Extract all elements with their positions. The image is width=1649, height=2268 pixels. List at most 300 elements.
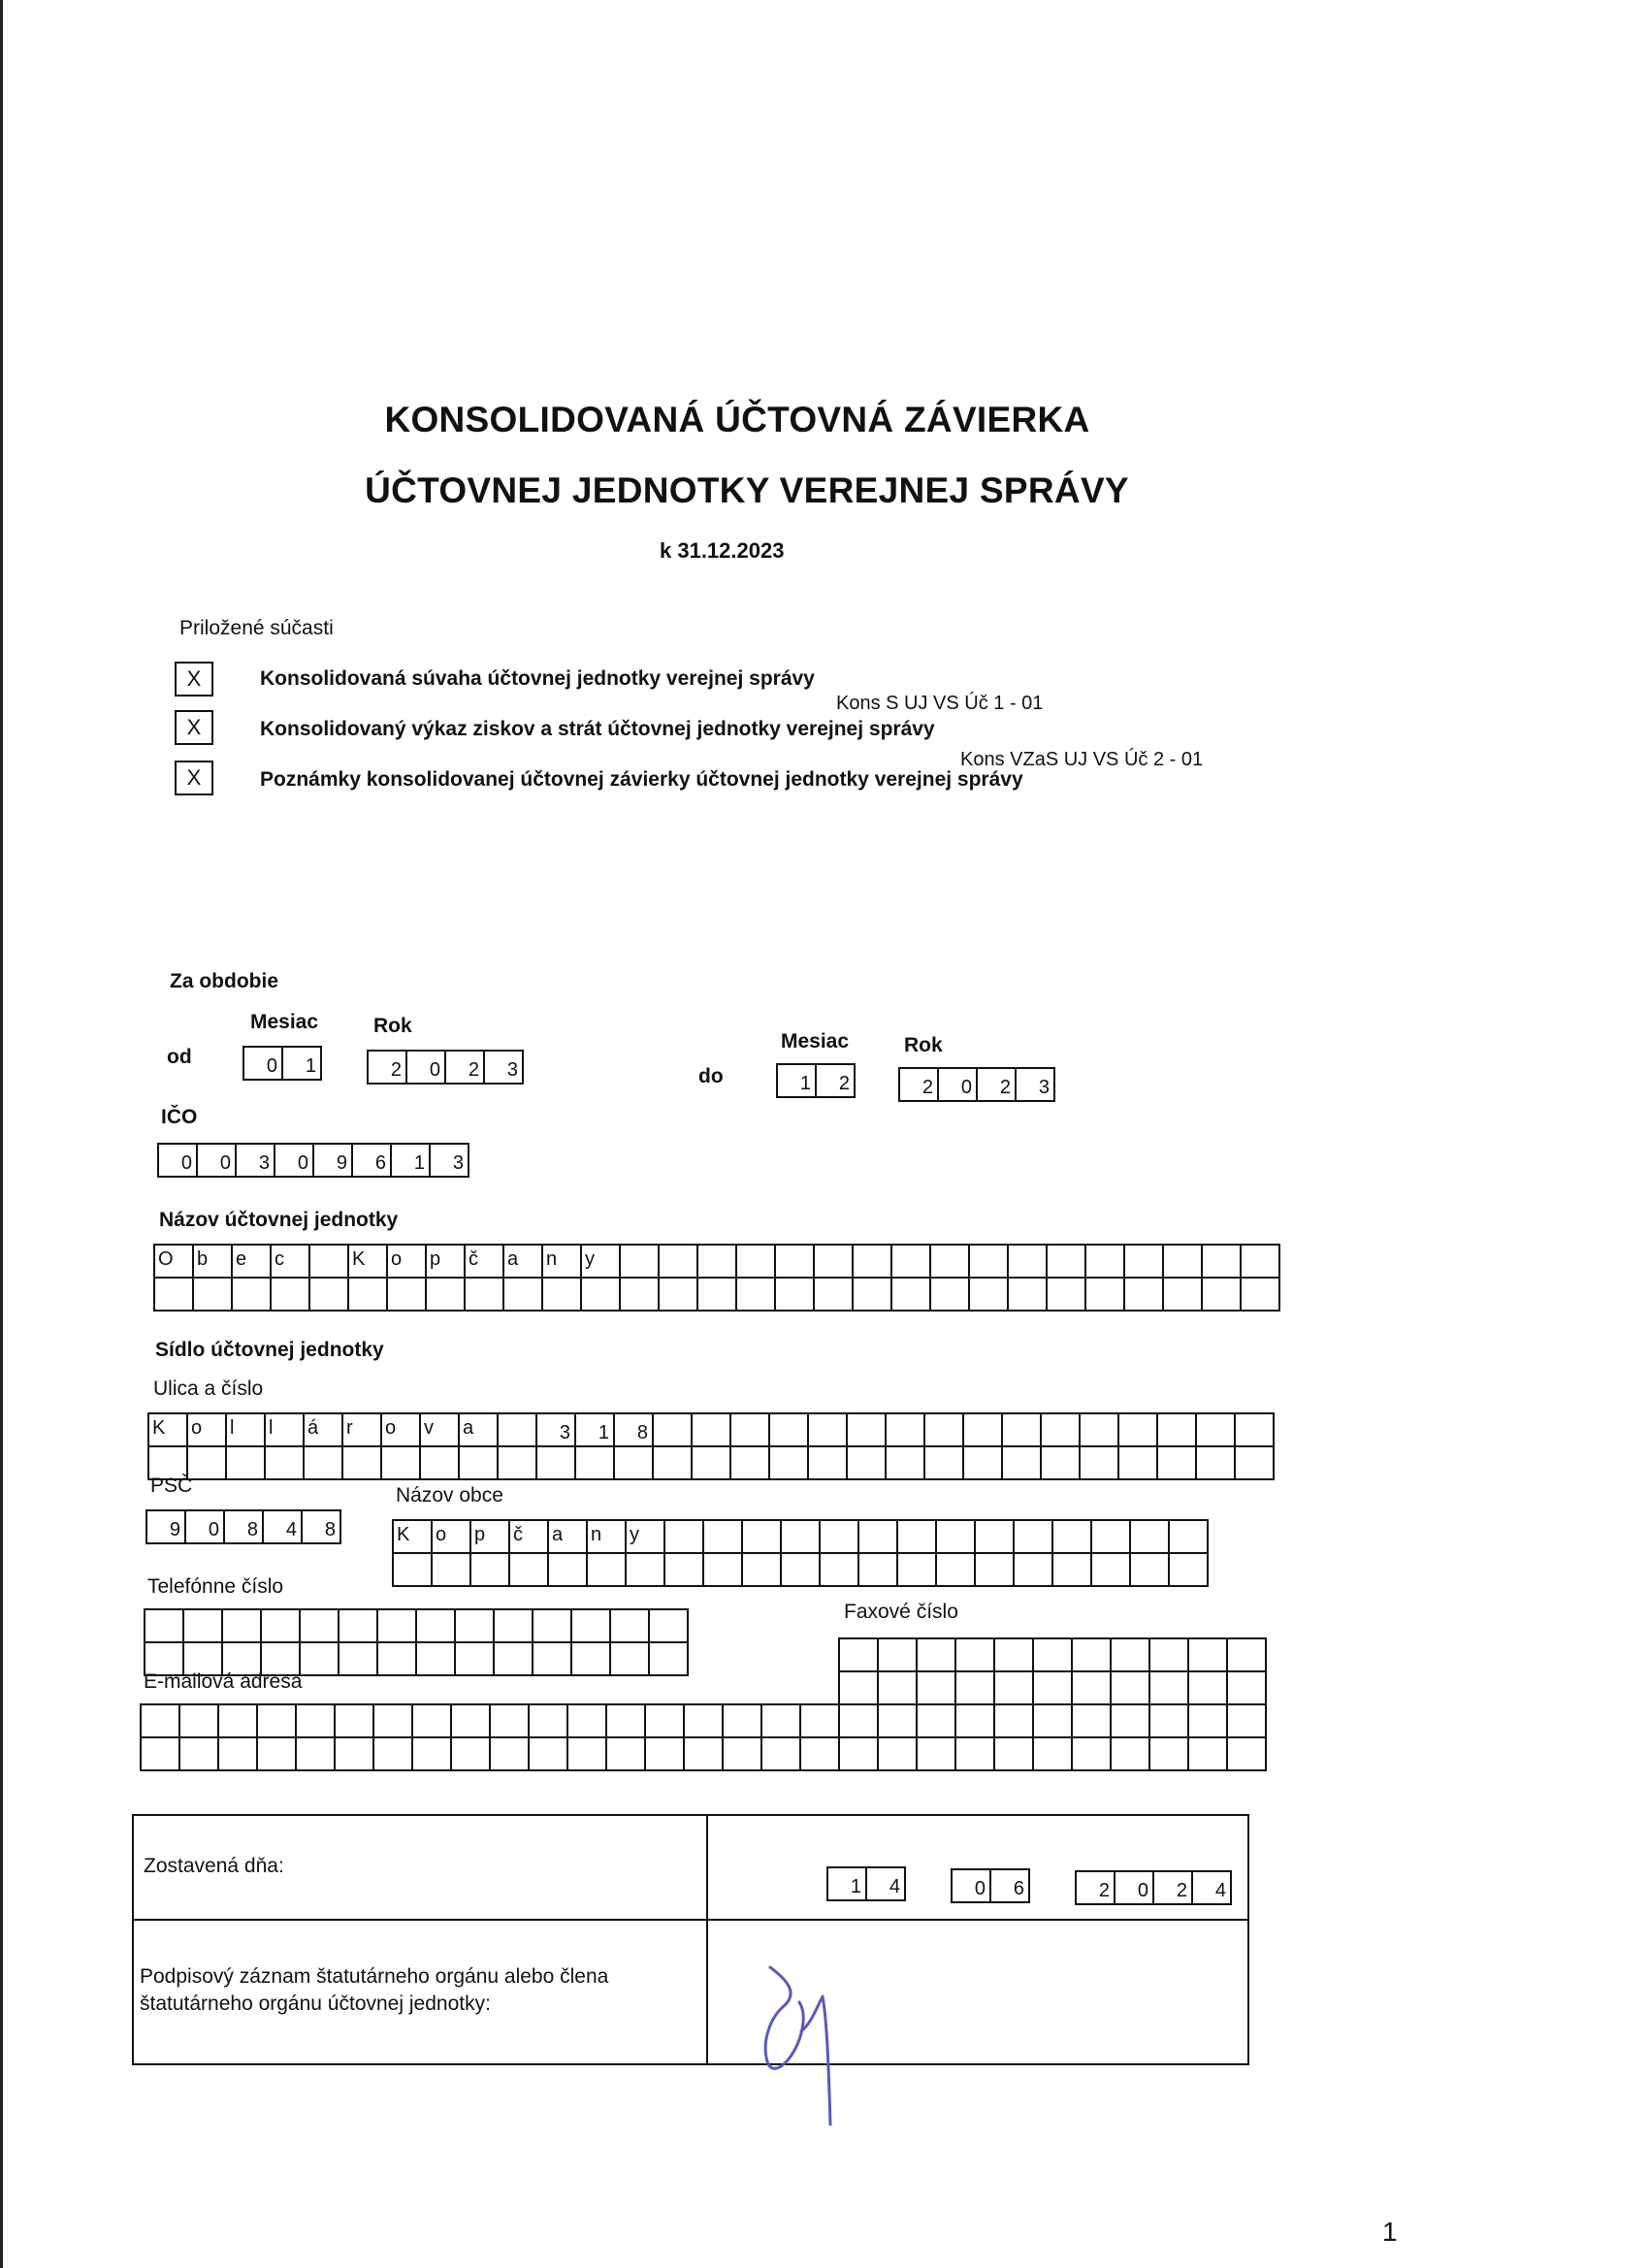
char-box[interactable] (885, 1445, 925, 1480)
char-box[interactable] (807, 1445, 848, 1480)
char-box[interactable]: y (625, 1519, 665, 1554)
digit-box[interactable] (993, 1637, 1034, 1672)
char-box[interactable] (1240, 1277, 1280, 1312)
digit-box[interactable]: 0 (1114, 1870, 1154, 1905)
street-row-1[interactable] (147, 1412, 1275, 1447)
digit-box[interactable]: 0 (937, 1067, 978, 1102)
digit-box[interactable]: 8 (223, 1509, 264, 1544)
digit-box[interactable] (1110, 1637, 1150, 1672)
char-box[interactable] (683, 1736, 724, 1771)
char-box[interactable]: y (580, 1244, 621, 1279)
char-box[interactable] (722, 1736, 762, 1771)
char-box[interactable] (566, 1703, 607, 1738)
digit-box[interactable] (454, 1608, 495, 1643)
digit-box[interactable] (877, 1670, 918, 1705)
digit-box[interactable] (493, 1608, 534, 1643)
char-box[interactable] (450, 1736, 491, 1771)
digit-box[interactable] (299, 1608, 340, 1643)
char-box[interactable] (799, 1736, 840, 1771)
char-box[interactable]: a (547, 1519, 588, 1554)
digit-box[interactable] (493, 1641, 534, 1676)
char-box[interactable] (729, 1412, 770, 1447)
prepared-day-boxes[interactable] (826, 1866, 906, 1901)
digit-box[interactable] (1226, 1637, 1267, 1672)
char-box[interactable] (1084, 1277, 1125, 1312)
digit-box[interactable] (1071, 1670, 1112, 1705)
char-box[interactable] (419, 1445, 460, 1480)
digit-box[interactable]: 2 (367, 1050, 407, 1085)
char-box[interactable] (962, 1412, 1003, 1447)
char-box[interactable] (341, 1445, 382, 1480)
char-box[interactable] (1117, 1445, 1158, 1480)
digit-box[interactable] (1110, 1670, 1150, 1705)
char-box[interactable] (768, 1412, 809, 1447)
digit-box[interactable]: 4 (1191, 1870, 1232, 1905)
char-box[interactable] (774, 1244, 815, 1279)
digit-box[interactable]: 3 (429, 1143, 469, 1178)
char-box[interactable]: č (464, 1244, 504, 1279)
char-box[interactable]: p (469, 1519, 510, 1554)
char-box[interactable]: b (192, 1244, 233, 1279)
char-box[interactable] (702, 1552, 743, 1587)
char-box[interactable] (1051, 1552, 1092, 1587)
char-box[interactable] (528, 1736, 568, 1771)
char-box[interactable] (431, 1552, 471, 1587)
char-box[interactable] (652, 1412, 693, 1447)
char-box[interactable] (1110, 1703, 1150, 1738)
digit-box[interactable] (415, 1608, 456, 1643)
digit-box[interactable] (609, 1608, 650, 1643)
char-box[interactable] (489, 1703, 530, 1738)
char-box[interactable] (741, 1552, 782, 1587)
char-box[interactable] (838, 1703, 879, 1738)
char-box[interactable] (885, 1412, 925, 1447)
char-box[interactable] (1040, 1445, 1081, 1480)
char-box[interactable] (1234, 1412, 1275, 1447)
char-box[interactable] (1051, 1519, 1092, 1554)
char-box[interactable] (644, 1703, 685, 1738)
digit-box[interactable] (1032, 1670, 1073, 1705)
digit-box[interactable] (570, 1641, 611, 1676)
to-year-boxes[interactable] (898, 1067, 1055, 1102)
char-box[interactable]: v (419, 1412, 460, 1447)
char-box[interactable] (605, 1703, 646, 1738)
char-box[interactable] (1187, 1736, 1228, 1771)
char-box[interactable] (916, 1703, 956, 1738)
char-box[interactable] (962, 1445, 1003, 1480)
digit-box[interactable] (1226, 1670, 1267, 1705)
digit-box[interactable]: 3 (235, 1143, 275, 1178)
char-box[interactable] (1046, 1244, 1086, 1279)
digit-box[interactable] (1071, 1637, 1112, 1672)
digit-box[interactable] (144, 1608, 184, 1643)
char-box[interactable] (1110, 1736, 1150, 1771)
digit-box[interactable] (260, 1608, 301, 1643)
attachment-checkbox-3[interactable]: X (175, 761, 213, 795)
char-box[interactable] (807, 1412, 848, 1447)
char-box[interactable] (256, 1703, 297, 1738)
char-box[interactable] (1079, 1445, 1119, 1480)
char-box[interactable] (890, 1277, 931, 1312)
email-row-2[interactable] (140, 1736, 1267, 1771)
char-box[interactable] (450, 1703, 491, 1738)
digit-box[interactable] (954, 1637, 995, 1672)
char-box[interactable] (580, 1277, 621, 1312)
char-box[interactable] (502, 1277, 543, 1312)
char-box[interactable]: č (508, 1519, 549, 1554)
digit-box[interactable]: 6 (351, 1143, 392, 1178)
char-box[interactable] (954, 1703, 995, 1738)
char-box[interactable] (1013, 1519, 1053, 1554)
char-box[interactable] (658, 1277, 698, 1312)
char-box[interactable] (968, 1244, 1009, 1279)
char-box[interactable] (929, 1277, 970, 1312)
char-box[interactable]: e (231, 1244, 272, 1279)
char-box[interactable] (153, 1277, 194, 1312)
entity-name-row-1[interactable] (153, 1244, 1280, 1279)
digit-box[interactable] (338, 1608, 378, 1643)
char-box[interactable] (605, 1736, 646, 1771)
char-box[interactable] (846, 1445, 887, 1480)
char-box[interactable] (619, 1244, 660, 1279)
char-box[interactable] (1032, 1736, 1073, 1771)
char-box[interactable] (877, 1703, 918, 1738)
digit-box[interactable] (338, 1641, 378, 1676)
digit-box[interactable] (299, 1641, 340, 1676)
char-box[interactable] (1001, 1445, 1042, 1480)
char-box[interactable] (768, 1445, 809, 1480)
char-box[interactable] (1187, 1703, 1228, 1738)
ico-boxes[interactable] (157, 1143, 469, 1178)
char-box[interactable] (1148, 1736, 1189, 1771)
char-box[interactable] (935, 1519, 976, 1554)
char-box[interactable] (178, 1736, 219, 1771)
char-box[interactable]: l (225, 1412, 266, 1447)
char-box[interactable] (954, 1736, 995, 1771)
char-box[interactable]: o (380, 1412, 421, 1447)
char-box[interactable] (729, 1445, 770, 1480)
char-box[interactable] (857, 1552, 898, 1587)
char-box[interactable] (380, 1445, 421, 1480)
char-box[interactable]: p (425, 1244, 466, 1279)
to-month-boxes[interactable] (776, 1063, 856, 1098)
psc-boxes[interactable] (146, 1509, 341, 1544)
char-box[interactable] (528, 1703, 568, 1738)
char-box[interactable] (334, 1703, 374, 1738)
char-box[interactable] (1168, 1519, 1209, 1554)
digit-box[interactable] (1148, 1670, 1189, 1705)
digit-box[interactable]: 1 (281, 1046, 322, 1081)
digit-box[interactable]: 2 (898, 1067, 939, 1102)
char-box[interactable] (819, 1519, 859, 1554)
char-box[interactable] (923, 1412, 964, 1447)
digit-box[interactable]: 2 (444, 1050, 485, 1085)
char-box[interactable] (295, 1736, 336, 1771)
digit-box[interactable] (1187, 1670, 1228, 1705)
digit-box[interactable] (570, 1608, 611, 1643)
char-box[interactable] (308, 1277, 349, 1312)
char-box[interactable] (1162, 1277, 1203, 1312)
char-box[interactable] (852, 1244, 892, 1279)
digit-box[interactable] (609, 1641, 650, 1676)
char-box[interactable] (1226, 1736, 1267, 1771)
char-box[interactable] (644, 1736, 685, 1771)
char-box[interactable] (663, 1519, 704, 1554)
char-box[interactable]: l (264, 1412, 305, 1447)
digit-box[interactable]: 0 (274, 1143, 314, 1178)
digit-box[interactable] (954, 1670, 995, 1705)
char-box[interactable] (489, 1736, 530, 1771)
digit-box[interactable] (916, 1670, 956, 1705)
char-box[interactable] (231, 1277, 272, 1312)
char-box[interactable] (1117, 1412, 1158, 1447)
char-box[interactable] (464, 1277, 504, 1312)
char-box[interactable] (574, 1445, 615, 1480)
fax-boxes[interactable] (838, 1637, 1267, 1672)
char-box[interactable] (896, 1519, 937, 1554)
char-box[interactable] (993, 1703, 1034, 1738)
char-box[interactable] (1123, 1244, 1164, 1279)
digit-box[interactable]: 0 (405, 1050, 446, 1085)
char-box[interactable] (1032, 1703, 1073, 1738)
char-box[interactable] (1071, 1736, 1112, 1771)
digit-box[interactable] (532, 1641, 572, 1676)
char-box[interactable]: o (186, 1412, 227, 1447)
char-box[interactable]: n (586, 1519, 627, 1554)
char-box[interactable] (178, 1703, 219, 1738)
char-box[interactable] (1040, 1412, 1081, 1447)
char-box[interactable] (696, 1277, 737, 1312)
char-box[interactable] (813, 1277, 854, 1312)
char-box[interactable] (372, 1736, 413, 1771)
char-box[interactable] (425, 1277, 466, 1312)
char-box[interactable] (1168, 1552, 1209, 1587)
char-box[interactable] (1162, 1244, 1203, 1279)
char-box[interactable] (1090, 1519, 1131, 1554)
char-box[interactable]: a (502, 1244, 543, 1279)
char-box[interactable] (1013, 1552, 1053, 1587)
char-box[interactable]: á (303, 1412, 343, 1447)
digit-box[interactable]: 9 (146, 1509, 186, 1544)
char-box[interactable] (264, 1445, 305, 1480)
digit-box[interactable]: 3 (1015, 1067, 1055, 1102)
char-box[interactable] (1001, 1412, 1042, 1447)
char-box[interactable] (890, 1244, 931, 1279)
char-box[interactable] (392, 1552, 433, 1587)
attachment-checkbox-1[interactable]: X (175, 662, 213, 697)
char-box[interactable] (225, 1445, 266, 1480)
digit-box[interactable] (454, 1641, 495, 1676)
char-box[interactable] (192, 1277, 233, 1312)
char-box[interactable] (741, 1519, 782, 1554)
char-box[interactable] (217, 1736, 258, 1771)
char-box[interactable] (334, 1736, 374, 1771)
char-box[interactable]: K (147, 1412, 188, 1447)
char-box[interactable]: O (153, 1244, 194, 1279)
from-month-boxes[interactable] (242, 1046, 322, 1081)
char-box[interactable] (923, 1445, 964, 1480)
char-box[interactable] (256, 1736, 297, 1771)
char-box[interactable] (663, 1552, 704, 1587)
entity-name-row-2[interactable] (153, 1277, 1280, 1312)
street-row-2[interactable] (147, 1445, 1275, 1480)
digit-box[interactable] (415, 1641, 456, 1676)
digit-box[interactable] (877, 1637, 918, 1672)
digit-box[interactable] (1148, 1637, 1189, 1672)
char-box[interactable]: o (431, 1519, 471, 1554)
digit-box[interactable] (838, 1670, 879, 1705)
char-box[interactable] (852, 1277, 892, 1312)
char-box[interactable] (691, 1445, 731, 1480)
char-box[interactable] (1123, 1277, 1164, 1312)
char-box[interactable] (1234, 1445, 1275, 1480)
digit-box[interactable]: 4 (865, 1866, 906, 1901)
char-box[interactable] (411, 1736, 452, 1771)
digit-box[interactable]: 0 (951, 1868, 991, 1903)
char-box[interactable] (1195, 1445, 1236, 1480)
char-box[interactable] (702, 1519, 743, 1554)
char-box[interactable] (541, 1277, 582, 1312)
char-box[interactable] (411, 1703, 452, 1738)
digit-box[interactable] (376, 1641, 417, 1676)
prepared-month-boxes[interactable] (951, 1868, 1030, 1903)
char-box[interactable] (993, 1736, 1034, 1771)
char-box[interactable] (1201, 1277, 1242, 1312)
char-box[interactable] (780, 1519, 821, 1554)
digit-box[interactable] (221, 1608, 262, 1643)
char-box[interactable] (857, 1519, 898, 1554)
char-box[interactable] (935, 1552, 976, 1587)
char-box[interactable] (497, 1412, 537, 1447)
digit-box[interactable] (648, 1641, 689, 1676)
char-box[interactable] (877, 1736, 918, 1771)
char-box[interactable]: K (347, 1244, 388, 1279)
char-box[interactable] (295, 1703, 336, 1738)
char-box[interactable] (735, 1244, 776, 1279)
char-box[interactable] (347, 1277, 388, 1312)
char-box[interactable] (722, 1703, 762, 1738)
digit-box[interactable] (376, 1608, 417, 1643)
char-box[interactable] (497, 1445, 537, 1480)
char-box[interactable] (774, 1277, 815, 1312)
email-row-1[interactable] (140, 1703, 1267, 1738)
char-box[interactable] (386, 1277, 427, 1312)
char-box[interactable] (1201, 1244, 1242, 1279)
char-box[interactable] (691, 1412, 731, 1447)
town-row-2[interactable] (392, 1552, 1209, 1587)
char-box[interactable] (916, 1736, 956, 1771)
char-box[interactable]: 8 (613, 1412, 654, 1447)
char-box[interactable] (458, 1445, 499, 1480)
digit-box[interactable] (182, 1608, 223, 1643)
digit-box[interactable] (1032, 1637, 1073, 1672)
digit-box[interactable]: 1 (776, 1063, 817, 1098)
digit-box[interactable] (916, 1637, 956, 1672)
char-box[interactable]: o (386, 1244, 427, 1279)
char-box[interactable] (974, 1519, 1015, 1554)
char-box[interactable] (217, 1703, 258, 1738)
char-box[interactable] (1007, 1277, 1048, 1312)
digit-box[interactable]: 4 (262, 1509, 303, 1544)
char-box[interactable] (1046, 1277, 1086, 1312)
prepared-year-boxes[interactable] (1075, 1870, 1232, 1905)
fax-boxes-row-2[interactable] (838, 1670, 1267, 1705)
char-box[interactable] (1148, 1703, 1189, 1738)
char-box[interactable] (819, 1552, 859, 1587)
char-box[interactable] (846, 1412, 887, 1447)
town-row-1[interactable] (392, 1519, 1209, 1554)
char-box[interactable] (1226, 1703, 1267, 1738)
digit-box[interactable] (648, 1608, 689, 1643)
char-box[interactable] (619, 1277, 660, 1312)
char-box[interactable]: r (341, 1412, 382, 1447)
char-box[interactable] (896, 1552, 937, 1587)
digit-box[interactable]: 0 (196, 1143, 237, 1178)
digit-box[interactable] (1187, 1637, 1228, 1672)
char-box[interactable] (1090, 1552, 1131, 1587)
char-box[interactable]: c (270, 1244, 310, 1279)
char-box[interactable] (535, 1445, 576, 1480)
char-box[interactable] (303, 1445, 343, 1480)
digit-box[interactable]: 9 (312, 1143, 353, 1178)
char-box[interactable] (308, 1244, 349, 1279)
char-box[interactable] (140, 1703, 180, 1738)
char-box[interactable] (547, 1552, 588, 1587)
char-box[interactable] (566, 1736, 607, 1771)
char-box[interactable] (838, 1736, 879, 1771)
char-box[interactable] (1156, 1445, 1197, 1480)
char-box[interactable] (974, 1552, 1015, 1587)
digit-box[interactable] (532, 1608, 572, 1643)
digit-box[interactable]: 0 (157, 1143, 198, 1178)
char-box[interactable] (1079, 1412, 1119, 1447)
char-box[interactable] (929, 1244, 970, 1279)
digit-box[interactable]: 2 (1075, 1870, 1116, 1905)
digit-box[interactable]: 2 (976, 1067, 1017, 1102)
digit-box[interactable]: 8 (301, 1509, 341, 1544)
char-box[interactable] (760, 1736, 801, 1771)
digit-box[interactable] (838, 1637, 879, 1672)
attachment-checkbox-2[interactable]: X (175, 710, 213, 745)
char-box[interactable] (1084, 1244, 1125, 1279)
char-box[interactable] (760, 1703, 801, 1738)
from-year-boxes[interactable] (367, 1050, 524, 1085)
char-box[interactable] (613, 1445, 654, 1480)
char-box[interactable] (1156, 1412, 1197, 1447)
char-box[interactable] (1129, 1519, 1170, 1554)
char-box[interactable] (586, 1552, 627, 1587)
char-box[interactable] (508, 1552, 549, 1587)
char-box[interactable] (1071, 1703, 1112, 1738)
digit-box[interactable]: 0 (184, 1509, 225, 1544)
char-box[interactable] (683, 1703, 724, 1738)
char-box[interactable] (1129, 1552, 1170, 1587)
digit-box[interactable]: 2 (1152, 1870, 1193, 1905)
digit-box[interactable]: 3 (483, 1050, 524, 1085)
char-box[interactable] (1007, 1244, 1048, 1279)
char-box[interactable]: n (541, 1244, 582, 1279)
char-box[interactable] (696, 1244, 737, 1279)
char-box[interactable] (625, 1552, 665, 1587)
digit-box[interactable]: 2 (815, 1063, 856, 1098)
char-box[interactable] (780, 1552, 821, 1587)
digit-box[interactable]: 1 (826, 1866, 867, 1901)
char-box[interactable] (735, 1277, 776, 1312)
digit-box[interactable] (993, 1670, 1034, 1705)
char-box[interactable] (1195, 1412, 1236, 1447)
char-box[interactable] (270, 1277, 310, 1312)
char-box[interactable] (469, 1552, 510, 1587)
